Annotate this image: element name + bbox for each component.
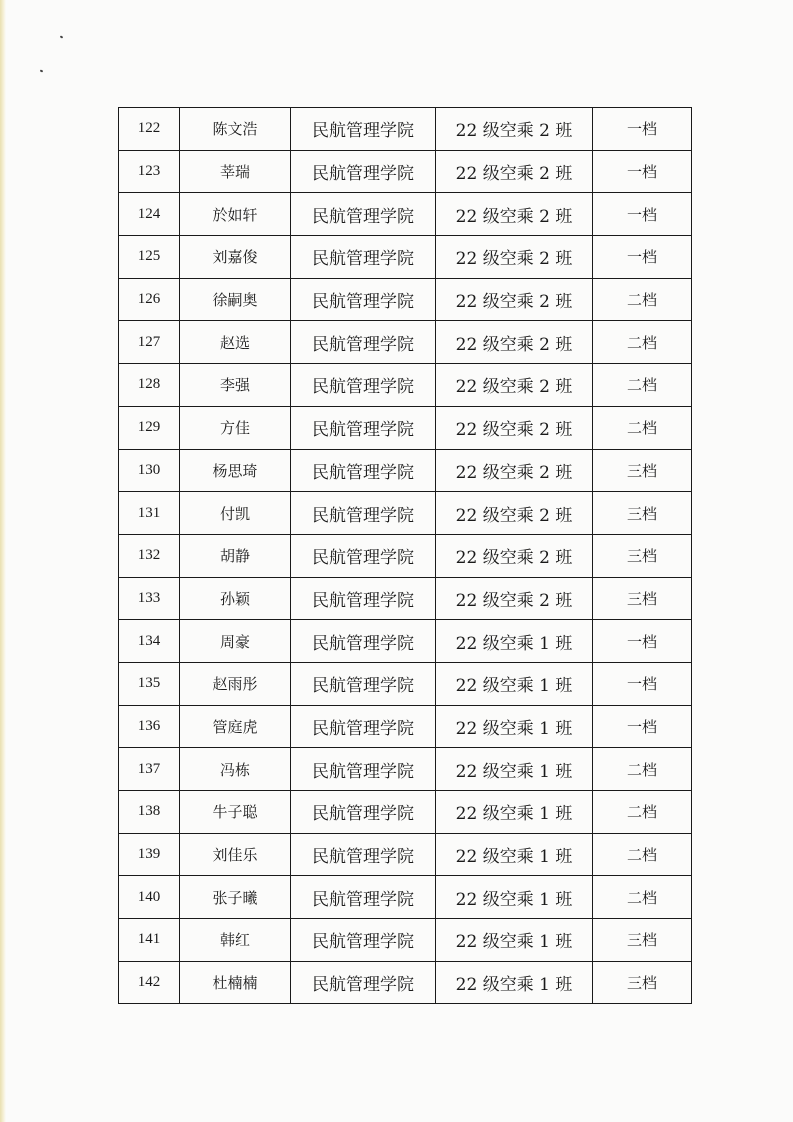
table-row: [119, 236, 692, 279]
table-row: [119, 108, 692, 151]
college-name: 民航管理学院: [291, 833, 436, 876]
class-name: 22 级空乘 1 班: [436, 876, 593, 919]
college-name: 民航管理学院: [291, 620, 436, 663]
college-name: 民航管理学院: [291, 662, 436, 705]
grade-level: 一档: [593, 620, 692, 663]
table-row: [119, 534, 692, 577]
table-row: [119, 961, 692, 1004]
row-number: 126: [119, 278, 180, 321]
grade-level: 二档: [593, 748, 692, 791]
class-name: 22 级空乘 2 班: [436, 492, 593, 535]
grade-level: 二档: [593, 406, 692, 449]
grade-level: 二档: [593, 278, 692, 321]
student-name: 杜楠楠: [180, 961, 291, 1004]
class-name: 22 级空乘 2 班: [436, 534, 593, 577]
class-name: 22 级空乘 1 班: [436, 705, 593, 748]
student-name: 牛子聪: [180, 791, 291, 834]
college-name: 民航管理学院: [291, 791, 436, 834]
student-name: 徐嗣奥: [180, 278, 291, 321]
student-name: 杨思琦: [180, 449, 291, 492]
row-number: 139: [119, 833, 180, 876]
student-name: 刘佳乐: [180, 833, 291, 876]
class-name: 22 级空乘 2 班: [436, 406, 593, 449]
table-row: [119, 791, 692, 834]
college-name: 民航管理学院: [291, 492, 436, 535]
row-number: 133: [119, 577, 180, 620]
grade-level: 二档: [593, 876, 692, 919]
college-name: 民航管理学院: [291, 449, 436, 492]
table-row: [119, 662, 692, 705]
row-number: 130: [119, 449, 180, 492]
class-name: 22 级空乘 1 班: [436, 791, 593, 834]
row-number: 128: [119, 364, 180, 407]
college-name: 民航管理学院: [291, 108, 436, 151]
student-name: 付凯: [180, 492, 291, 535]
scan-speck: [60, 35, 64, 38]
student-name: 冯栋: [180, 748, 291, 791]
page-edge: [0, 0, 6, 1122]
class-name: 22 级空乘 2 班: [436, 108, 593, 151]
class-name: 22 级空乘 1 班: [436, 961, 593, 1004]
college-name: 民航管理学院: [291, 278, 436, 321]
college-name: 民航管理学院: [291, 705, 436, 748]
college-name: 民航管理学院: [291, 321, 436, 364]
class-name: 22 级空乘 1 班: [436, 620, 593, 663]
grade-level: 一档: [593, 705, 692, 748]
grade-level: 二档: [593, 364, 692, 407]
class-name: 22 级空乘 2 班: [436, 278, 593, 321]
class-name: 22 级空乘 1 班: [436, 833, 593, 876]
student-name: 陈文浩: [180, 108, 291, 151]
grade-level: 三档: [593, 492, 692, 535]
class-name: 22 级空乘 2 班: [436, 364, 593, 407]
class-name: 22 级空乘 2 班: [436, 577, 593, 620]
college-name: 民航管理学院: [291, 748, 436, 791]
student-name: 赵选: [180, 321, 291, 364]
table-row: [119, 748, 692, 791]
row-number: 131: [119, 492, 180, 535]
grade-level: 三档: [593, 449, 692, 492]
row-number: 125: [119, 236, 180, 279]
class-name: 22 级空乘 2 班: [436, 449, 593, 492]
student-name: 周豪: [180, 620, 291, 663]
class-name: 22 级空乘 2 班: [436, 236, 593, 279]
row-number: 124: [119, 193, 180, 236]
grade-level: 一档: [593, 236, 692, 279]
college-name: 民航管理学院: [291, 919, 436, 962]
row-number: 122: [119, 108, 180, 151]
college-name: 民航管理学院: [291, 406, 436, 449]
student-name: 赵雨彤: [180, 662, 291, 705]
student-name: 孙颖: [180, 577, 291, 620]
grade-level: 二档: [593, 321, 692, 364]
class-name: 22 级空乘 2 班: [436, 321, 593, 364]
student-roster-table: [118, 107, 692, 1004]
student-name: 於如轩: [180, 193, 291, 236]
row-number: 135: [119, 662, 180, 705]
college-name: 民航管理学院: [291, 876, 436, 919]
class-name: 22 级空乘 2 班: [436, 150, 593, 193]
grade-level: 一档: [593, 662, 692, 705]
table-row: [119, 705, 692, 748]
table-row: [119, 278, 692, 321]
row-number: 127: [119, 321, 180, 364]
student-name: 胡静: [180, 534, 291, 577]
college-name: 民航管理学院: [291, 193, 436, 236]
row-number: 129: [119, 406, 180, 449]
table-row: [119, 406, 692, 449]
college-name: 民航管理学院: [291, 236, 436, 279]
grade-level: 二档: [593, 833, 692, 876]
class-name: 22 级空乘 1 班: [436, 919, 593, 962]
college-name: 民航管理学院: [291, 577, 436, 620]
grade-level: 三档: [593, 919, 692, 962]
scan-speck: [40, 70, 44, 73]
college-name: 民航管理学院: [291, 364, 436, 407]
student-name: 刘嘉俊: [180, 236, 291, 279]
student-name: 韩红: [180, 919, 291, 962]
table-row: [119, 833, 692, 876]
table-row: [119, 620, 692, 663]
table-row: [119, 364, 692, 407]
class-name: 22 级空乘 1 班: [436, 748, 593, 791]
student-name: 李强: [180, 364, 291, 407]
row-number: 142: [119, 961, 180, 1004]
table-row: [119, 150, 692, 193]
table-row: [119, 193, 692, 236]
student-name: 方佳: [180, 406, 291, 449]
table-row: [119, 321, 692, 364]
student-name: 管庭虎: [180, 705, 291, 748]
row-number: 132: [119, 534, 180, 577]
college-name: 民航管理学院: [291, 961, 436, 1004]
grade-level: 三档: [593, 534, 692, 577]
row-number: 137: [119, 748, 180, 791]
row-number: 134: [119, 620, 180, 663]
table-row: [119, 876, 692, 919]
college-name: 民航管理学院: [291, 150, 436, 193]
class-name: 22 级空乘 1 班: [436, 662, 593, 705]
row-number: 140: [119, 876, 180, 919]
row-number: 141: [119, 919, 180, 962]
college-name: 民航管理学院: [291, 534, 436, 577]
table-row: [119, 492, 692, 535]
grade-level: 二档: [593, 791, 692, 834]
student-name: 莘瑞: [180, 150, 291, 193]
grade-level: 三档: [593, 961, 692, 1004]
grade-level: 一档: [593, 193, 692, 236]
row-number: 138: [119, 791, 180, 834]
row-number: 123: [119, 150, 180, 193]
table-row: [119, 449, 692, 492]
table-row: [119, 577, 692, 620]
table-row: [119, 919, 692, 962]
row-number: 136: [119, 705, 180, 748]
grade-level: 一档: [593, 108, 692, 151]
grade-level: 三档: [593, 577, 692, 620]
student-name: 张子曦: [180, 876, 291, 919]
grade-level: 一档: [593, 150, 692, 193]
roster-body: [119, 108, 692, 1004]
class-name: 22 级空乘 2 班: [436, 193, 593, 236]
